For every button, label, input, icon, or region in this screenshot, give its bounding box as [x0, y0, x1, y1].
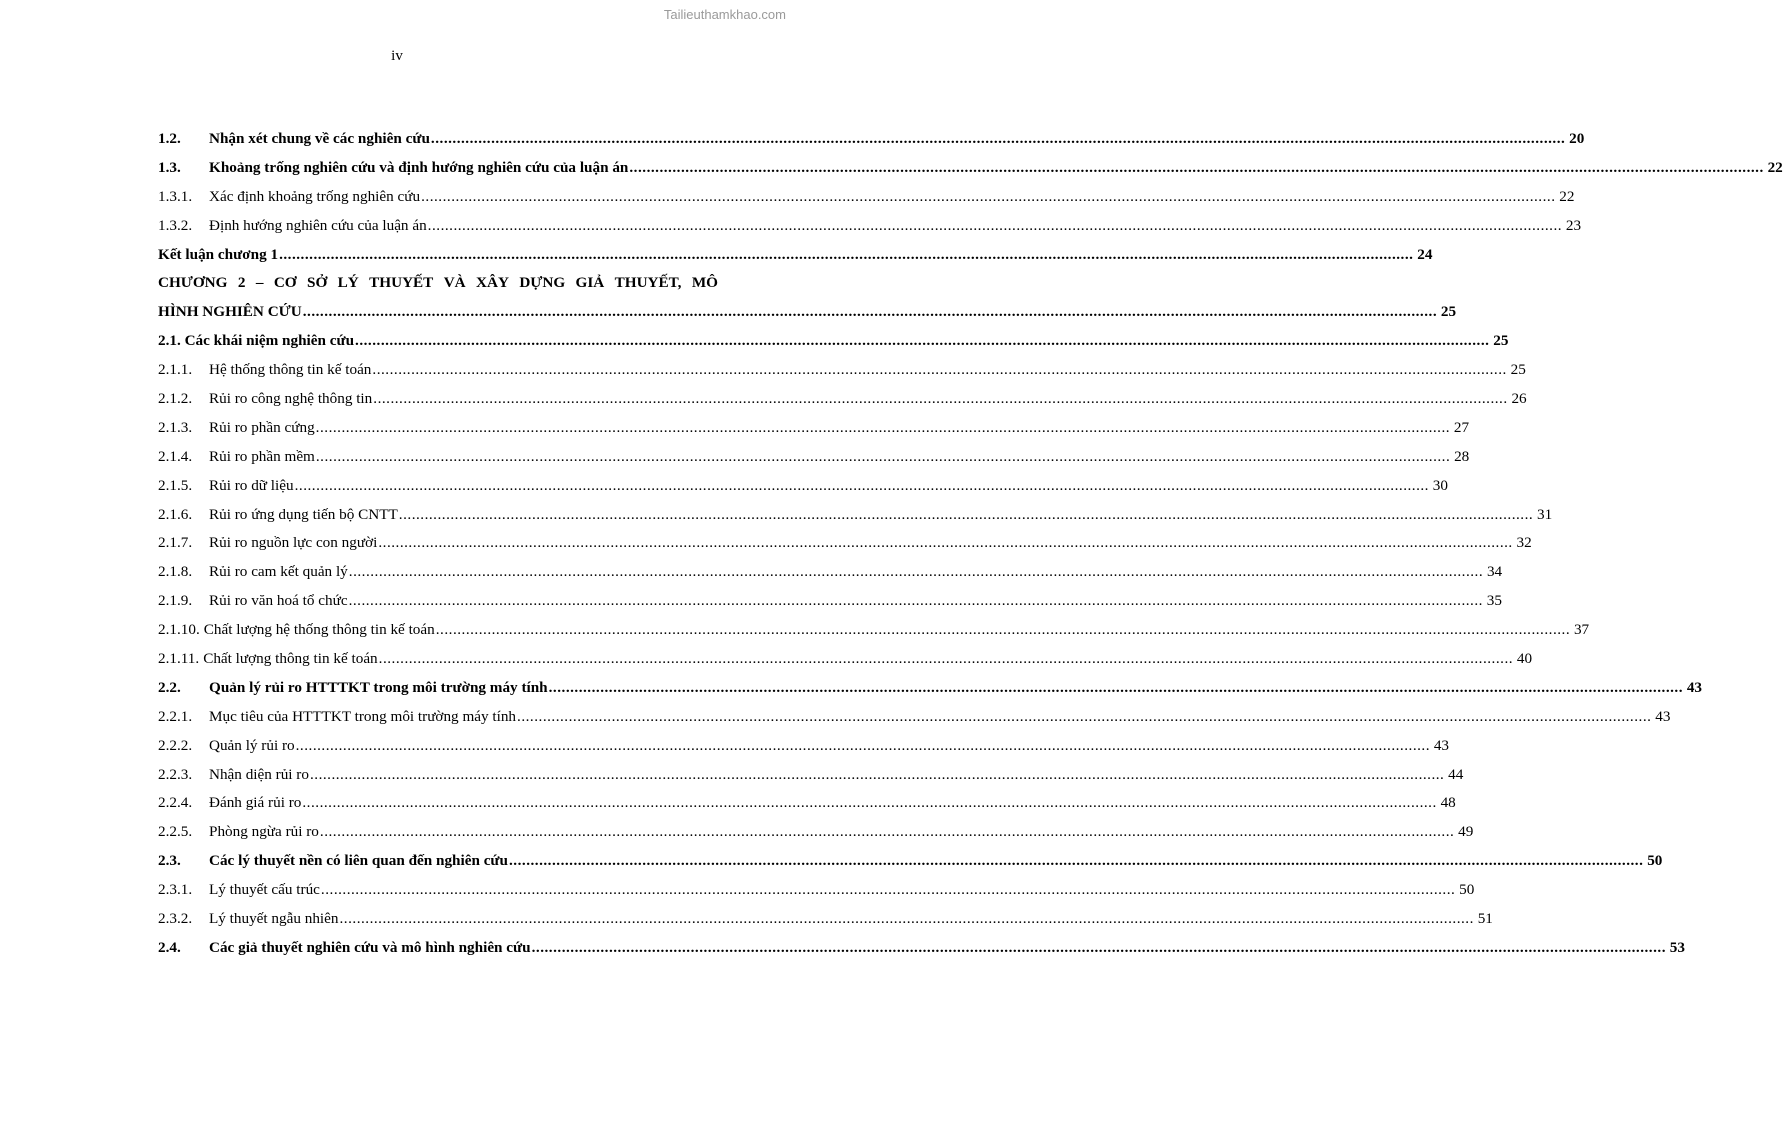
chapter-word: CHƯƠNG: [158, 274, 228, 292]
leader-dots: [279, 246, 1413, 264]
toc-entry-number: 2.1.8.: [158, 563, 193, 581]
leader-dots: [373, 390, 1507, 408]
toc-entry-number: 2.3.: [158, 852, 181, 870]
leader-dots: [436, 621, 1570, 639]
toc-entry-page: 49: [1458, 823, 1474, 841]
toc-entry[interactable]: [158, 130, 1585, 159]
leader-dots: [296, 737, 1430, 755]
toc-entry-title: Rủi ro công nghệ thông tin: [209, 390, 373, 408]
toc-entry-title: Xác định khoảng trống nghiên cứu: [209, 187, 421, 205]
leader-dots: [532, 939, 1666, 957]
watermark: Tailieuthamkhao.com: [663, 7, 786, 22]
toc-entry-title: Chất lượng thông tin kế toán: [203, 650, 378, 668]
toc-entry[interactable]: [158, 534, 1532, 563]
toc-entry-title: Kết luận chương 1: [158, 245, 279, 263]
toc-entry-page: 50: [1459, 881, 1475, 899]
toc-entry-number: 2.1.9.: [158, 592, 193, 610]
chapter-word: CƠ: [273, 274, 297, 292]
toc-entry[interactable]: [158, 563, 1503, 592]
leader-dots: [302, 794, 1436, 812]
toc-entry-page: 28: [1454, 447, 1470, 465]
toc-entry-number: 2.2.4.: [158, 794, 193, 812]
chapter-word: GIẢ: [575, 274, 605, 292]
toc-entry-title: Quản lý rủi ro: [209, 736, 295, 754]
chapter-heading-line1[interactable]: [158, 274, 718, 303]
leader-dots: [372, 361, 1506, 379]
toc-entry-number: 2.2.: [158, 678, 181, 696]
toc-entry-title: Khoảng trống nghiên cứu và định hướng nghiên cứu của luận án: [209, 158, 629, 176]
toc-entry-page: 24: [1417, 245, 1433, 263]
toc-entry-number: 1.2.: [158, 130, 181, 147]
toc-entry[interactable]: [158, 187, 1575, 217]
toc-entry-number: 2.1.5.: [158, 476, 193, 494]
toc-entry-number: 1.3.: [158, 158, 181, 176]
toc-entry[interactable]: [158, 938, 1685, 968]
chapter-word: LÝ: [337, 274, 359, 292]
toc-entry-number: 2.3.2.: [158, 910, 193, 928]
chapter-word: XÂY: [476, 274, 509, 292]
toc-entry-number: 2.4.: [158, 938, 181, 956]
toc-entry[interactable]: [158, 476, 1448, 506]
toc-entry-title: Mục tiêu của HTTTKT trong môi trường máy tính: [209, 707, 517, 725]
toc-entry-title: Các giả thuyết nghiên cứu và mô hình nghiên cứu: [209, 938, 531, 956]
toc-entry-title: Chất lượng hệ thống thông tin kế toán: [203, 621, 435, 639]
toc-entry-number: 2.1.6.: [158, 505, 193, 523]
leader-dots: [421, 188, 1555, 206]
toc-entry-title: Rủi ro nguồn lực con người: [209, 534, 378, 552]
toc-entry-page: 22: [1559, 187, 1575, 205]
toc-entry-page: 51: [1477, 910, 1493, 928]
toc-entry-number: 2.1.3.: [158, 418, 193, 436]
toc-entry-title: Hệ thống thông tin kế toán: [209, 361, 372, 379]
leader-dots: [431, 130, 1565, 148]
toc-entry-number: 2.3.1.: [158, 881, 193, 899]
toc-entry[interactable]: [158, 245, 1433, 275]
toc-entry-page: 44: [1448, 765, 1464, 783]
toc-entry-page: 34: [1486, 563, 1503, 581]
leader-dots: [295, 477, 1429, 495]
toc-entry-page: 37: [1573, 621, 1590, 639]
leader-dots: [316, 419, 1450, 437]
toc-entry-number: 2.1.10.: [158, 621, 200, 639]
leader-dots: [349, 563, 1483, 581]
toc-entry-title: Định hướng nghiên cứu của luận án: [209, 216, 427, 234]
leader-dots: [517, 708, 1651, 726]
page-number: iv: [391, 48, 403, 64]
leader-dots: [310, 766, 1444, 784]
toc-entry-page: 25: [1510, 361, 1526, 379]
toc-entry-title: Lý thuyết ngẫu nhiên: [209, 910, 339, 928]
leader-dots: [428, 217, 1562, 235]
chapter-word: THUYẾT: [369, 274, 434, 292]
leader-dots: [379, 650, 1513, 668]
toc-entry-title: HÌNH NGHIÊN CỨU: [158, 303, 302, 321]
toc-entry-number: 1.3.1.: [158, 187, 193, 205]
toc-entry[interactable]: [158, 505, 1553, 535]
toc-entry-page: 43: [1433, 736, 1449, 754]
leader-dots: [509, 852, 1643, 870]
toc-entry[interactable]: [158, 303, 1457, 332]
toc-entry-page: 53: [1669, 938, 1685, 956]
toc-entry[interactable]: [158, 794, 1456, 823]
leader-dots: [340, 910, 1474, 928]
toc-entry-title: 2.1. Các khái niệm nghiên cứu: [158, 332, 355, 350]
toc-entry-number: 2.1.2.: [158, 390, 193, 408]
chapter-word: VÀ: [443, 274, 466, 292]
toc-entry[interactable]: [158, 592, 1502, 621]
toc-entry-number: 1.3.2.: [158, 216, 193, 234]
leader-dots: [316, 448, 1450, 466]
toc-entry-title: Các lý thuyết nền có liên quan đến nghiên cứu: [209, 852, 508, 870]
toc-entry-number: 2.1.4.: [158, 447, 193, 465]
toc-entry-page: 30: [1432, 476, 1448, 494]
chapter-word: –: [255, 274, 264, 292]
toc-entry-page: 27: [1453, 418, 1470, 436]
table-of-contents: [158, 130, 1783, 968]
leader-dots: [349, 592, 1483, 610]
leader-dots: [549, 679, 1683, 697]
toc-entry-title: Rủi ro phần cứng: [209, 418, 315, 436]
toc-entry-number: 2.2.5.: [158, 823, 193, 841]
chapter-word: THUYẾT,: [614, 274, 682, 292]
leader-dots: [321, 881, 1455, 899]
leader-dots: [629, 159, 1763, 177]
toc-entry-page: 50: [1647, 852, 1663, 870]
leader-dots: [355, 332, 1489, 350]
toc-entry-title: Đánh giá rủi ro: [209, 794, 302, 812]
toc-entry[interactable]: [158, 707, 1671, 737]
toc-entry-page: 43: [1655, 707, 1671, 725]
toc-entry-title: Rủi ro dữ liệu: [209, 476, 294, 494]
toc-entry-page: 20: [1569, 130, 1585, 147]
toc-entry[interactable]: [158, 678, 1702, 708]
chapter-word: 2: [237, 274, 246, 292]
toc-entry-page: 31: [1536, 505, 1553, 523]
toc-entry[interactable]: [158, 447, 1470, 477]
leader-dots: [320, 823, 1454, 841]
toc-entry-page: 35: [1486, 592, 1502, 610]
chapter-word: DỰNG: [519, 274, 566, 292]
toc-entry[interactable]: [158, 158, 1783, 188]
toc-entry-title: Rủi ro văn hoá tổ chức: [209, 592, 348, 610]
toc-entry-title: Phòng ngừa rủi ro: [209, 823, 319, 841]
toc-entry-number: 2.2.3.: [158, 765, 193, 783]
toc-entry[interactable]: [158, 823, 1474, 852]
toc-entry[interactable]: [158, 852, 1663, 881]
toc-entry-number: 2.1.11.: [158, 650, 200, 668]
toc-entry-number: 2.2.2.: [158, 736, 193, 754]
toc-entry-page: 48: [1440, 794, 1456, 812]
toc-entry-page: 25: [1440, 303, 1457, 321]
toc-entry-number: 2.1.1.: [158, 361, 193, 379]
chapter-word: MÔ: [691, 274, 718, 292]
toc-entry-page: 32: [1516, 534, 1532, 552]
toc-entry-page: 22: [1767, 158, 1783, 176]
toc-entry[interactable]: [158, 910, 1493, 939]
toc-entry-page: 25: [1493, 332, 1509, 350]
toc-entry[interactable]: [158, 216, 1582, 246]
toc-entry[interactable]: [158, 650, 1533, 679]
toc-entry-title: Quản lý rủi ro HTTTKT trong môi trường máy tính: [209, 678, 548, 696]
toc-entry-page: 23: [1565, 216, 1582, 234]
toc-entry[interactable]: [158, 418, 1470, 448]
toc-entry-title: Nhận xét chung về các nghiên cứu: [209, 130, 430, 147]
toc-entry[interactable]: [158, 736, 1449, 766]
toc-entry-title: Rủi ro ứng dụng tiến bộ CNTT: [209, 505, 398, 523]
toc-entry[interactable]: [158, 765, 1464, 795]
leader-dots: [378, 534, 1512, 552]
toc-entry-page: 43: [1686, 678, 1702, 696]
toc-entry[interactable]: [158, 361, 1526, 390]
toc-entry-title: Rủi ro cam kết quản lý: [209, 563, 348, 581]
chapter-word: SỞ: [307, 274, 328, 292]
toc-entry[interactable]: [158, 332, 1509, 361]
toc-entry[interactable]: [158, 621, 1590, 650]
leader-dots: [303, 303, 1437, 321]
leader-dots: [399, 506, 1533, 524]
toc-entry-title: Nhận diện rủi ro: [209, 765, 309, 783]
toc-entry-number: 2.1.7.: [158, 534, 193, 552]
toc-entry-number: 2.2.1.: [158, 707, 193, 725]
toc-entry-title: Lý thuyết cấu trúc: [209, 881, 320, 899]
toc-entry-title: Rủi ro phần mềm: [209, 447, 315, 465]
toc-entry-page: 26: [1511, 390, 1527, 408]
toc-entry[interactable]: [158, 390, 1527, 419]
toc-entry[interactable]: [158, 881, 1475, 910]
toc-entry-page: 40: [1516, 650, 1533, 668]
